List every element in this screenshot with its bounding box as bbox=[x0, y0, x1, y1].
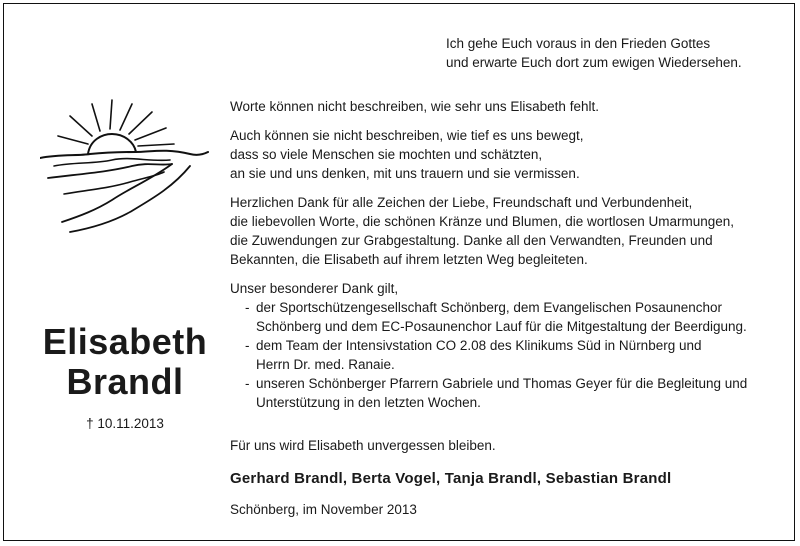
text-line: der Sportschützengesellschaft Schönberg, dem Evangelischen Posaunenchor bbox=[256, 300, 723, 315]
motto-line: Ich gehe Euch voraus in den Frieden Gottes bbox=[446, 36, 711, 51]
notice-body bbox=[230, 97, 785, 519]
list-item bbox=[230, 298, 785, 336]
text-line: Bekannten, die Elisabeth auf ihrem letzten Weg begleiteten. bbox=[230, 252, 588, 267]
text-line: an sie und uns denken, mit uns trauern und sie vermissen. bbox=[230, 166, 580, 181]
death-date: † 10.11.2013 bbox=[86, 416, 164, 431]
signers: Gerhard Brandl, Berta Vogel, Tanja Brandl, Sebastian Brandl bbox=[230, 470, 672, 487]
thanks-list bbox=[230, 298, 785, 412]
thanks-intro: Unser besonderer Dank gilt, bbox=[230, 281, 399, 296]
motto bbox=[446, 34, 742, 72]
paragraph-thanks bbox=[230, 193, 785, 269]
text-line: Schönberg und dem EC-Posaunenchor Lauf für die Mitgestaltung der Beerdigung. bbox=[256, 319, 747, 334]
text-line: die liebevollen Worte, die schönen Kränze und Blumen, die wortlosen Umarmungen, bbox=[230, 214, 735, 229]
list-item bbox=[230, 336, 785, 374]
list-item bbox=[230, 374, 785, 412]
text-line: Worte können nicht beschreiben, wie sehr uns Elisabeth fehlt. bbox=[230, 99, 599, 114]
text-line: unseren Schönberger Pfarrern Gabriele und Thomas Geyer für die Begleitung und bbox=[256, 376, 748, 391]
closing-line: Für uns wird Elisabeth unvergessen bleiben. bbox=[230, 438, 496, 453]
text-line: Herrn Dr. med. Ranaie. bbox=[256, 357, 395, 372]
text-line: die Zuwendungen zur Grabgestaltung. Danke all den Verwandten, Freunden und bbox=[230, 233, 713, 248]
dash: - bbox=[245, 338, 250, 353]
paragraph-feelings bbox=[230, 126, 785, 183]
text-line: dass so viele Menschen sie mochten und schätzten, bbox=[230, 147, 543, 162]
text-line: Herzlichen Dank für alle Zeichen der Liebe, Freundschaft und Verbundenheit, bbox=[230, 195, 693, 210]
paragraph-intro bbox=[230, 97, 785, 116]
sunset-river-icon bbox=[40, 96, 210, 236]
dash: - bbox=[245, 300, 250, 315]
last-name: Brandl bbox=[66, 361, 184, 402]
text-line: Unterstützung in den letzten Wochen. bbox=[256, 395, 481, 410]
text-line: dem Team der Intensivstation CO 2.08 des Klinikums Süd in Nürnberg und bbox=[256, 338, 702, 353]
place-date: Schönberg, im November 2013 bbox=[230, 502, 417, 517]
motto-line: und erwarte Euch dort zum ewigen Wiedersehen. bbox=[446, 55, 742, 70]
text-line: Auch können sie nicht beschreiben, wie tief es uns bewegt, bbox=[230, 128, 584, 143]
deceased-name bbox=[30, 322, 220, 402]
first-name: Elisabeth bbox=[42, 321, 208, 362]
dash: - bbox=[245, 376, 250, 391]
